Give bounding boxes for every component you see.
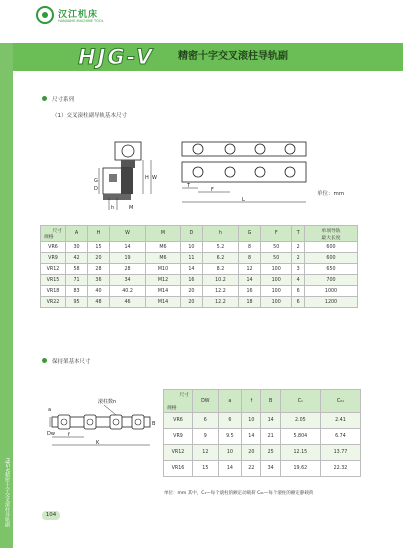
column-header: A: [66, 226, 88, 242]
table-cell: 22: [242, 461, 261, 477]
table-cell: 10: [180, 242, 202, 253]
table-row: [41, 297, 358, 308]
dim-label-G: G: [94, 178, 98, 184]
table-cell: 2: [292, 253, 305, 264]
dim-label-B: B: [152, 421, 156, 427]
corner-top-label: 尺寸: [52, 229, 62, 234]
table-cell: 12.15: [280, 445, 320, 461]
dim-label-W: W: [152, 175, 157, 181]
table-cell: 6.2: [202, 253, 238, 264]
table-cell: 700: [305, 275, 358, 286]
column-header: D: [180, 226, 202, 242]
dim-label-K: K: [96, 440, 100, 446]
table-corner-cell: [41, 226, 66, 242]
page-title: 精密十字交叉滚柱导轨副: [178, 51, 288, 62]
table-cell: 20: [180, 286, 202, 297]
column-header-max-length: [305, 226, 358, 242]
table-cell: 6: [193, 413, 219, 429]
series-code: HJG-V: [78, 45, 155, 69]
table-row: [164, 461, 361, 477]
table-cell: 1200: [305, 297, 358, 308]
table-cell: 21: [261, 429, 280, 445]
table-cell: 15: [193, 461, 219, 477]
table-cell: 50: [261, 242, 292, 253]
table-cell: 16: [180, 275, 202, 286]
table-cell: M14: [146, 297, 181, 308]
table-cell: 100: [261, 264, 292, 275]
table-cell: 650: [305, 264, 358, 275]
cage-diagram: [48, 395, 156, 450]
table-cell: VR18: [41, 286, 66, 297]
column-header: F: [261, 226, 292, 242]
table-cell: 12: [193, 445, 219, 461]
table-cell: 46: [109, 297, 145, 308]
dim-label-a: a: [48, 407, 52, 413]
corner-bottom-label: 规格: [44, 235, 54, 240]
column-header: H: [87, 226, 109, 242]
rail-cross-section-diagram: [93, 140, 158, 212]
table-cell: 12.2: [202, 286, 238, 297]
table-corner-cell: [164, 390, 193, 413]
table-cell: 8.2: [202, 264, 238, 275]
table-cell: VR15: [41, 275, 66, 286]
table-cell: 19.62: [280, 461, 320, 477]
table-cell: M6: [146, 253, 181, 264]
cage-dimensions-table: [163, 389, 361, 477]
table-cell: 10: [218, 445, 242, 461]
table-cell: 30: [66, 242, 88, 253]
table-cell: 6.74: [320, 429, 360, 445]
table-cell: 22.32: [320, 461, 360, 477]
table-cell: 600: [305, 253, 358, 264]
table-cell: VR6: [41, 242, 66, 253]
table-cell: 12: [239, 264, 261, 275]
table-cell: 40.2: [109, 286, 145, 297]
table-cell: 100: [261, 297, 292, 308]
table-cell: 2.05: [280, 413, 320, 429]
column-header: W: [109, 226, 145, 242]
table-cell: 100: [261, 286, 292, 297]
table-cell: 14: [242, 429, 261, 445]
table-cell: 14: [261, 413, 280, 429]
table-cell: 20: [87, 253, 109, 264]
table-cell: 36: [87, 275, 109, 286]
table-cell: 11: [180, 253, 202, 264]
table-cell: 9.5: [218, 429, 242, 445]
side-color-bar: [0, 43, 13, 548]
table-cell: 34: [109, 275, 145, 286]
table-cell: VR12: [41, 264, 66, 275]
brand-logo-icon: [36, 6, 54, 24]
table-cell: 14: [239, 275, 261, 286]
table-cell: 12.2: [202, 297, 238, 308]
table-cell: M6: [146, 242, 181, 253]
table-cell: 48: [87, 297, 109, 308]
side-series-label: HJG-V精密十字交叉滚柱导轨副: [4, 458, 10, 528]
table-cell: 9: [193, 429, 219, 445]
table-cell: M10: [146, 264, 181, 275]
dim-label-h: h: [111, 205, 115, 211]
table-cell: 20: [242, 445, 261, 461]
table-cell: VR16: [164, 461, 193, 477]
table-cell: 10: [242, 413, 261, 429]
section-title-dimensions: 尺寸系列: [52, 97, 75, 103]
table-cell: 13.77: [320, 445, 360, 461]
table-cell: 600: [305, 242, 358, 253]
table-row: [41, 275, 358, 286]
table-cell: 71: [66, 275, 88, 286]
column-header: M: [146, 226, 181, 242]
bullet-icon: [42, 358, 47, 363]
table-cell: M12: [146, 275, 181, 286]
table-cell: VR9: [41, 253, 66, 264]
table-cell: 16: [239, 286, 261, 297]
table-cell: 20: [180, 297, 202, 308]
table-cell: 5.2: [202, 242, 238, 253]
table-cell: 28: [87, 264, 109, 275]
corner-bottom-label: 规格: [167, 406, 177, 411]
table-cell: 4: [292, 275, 305, 286]
table-cell: 5.804: [280, 429, 320, 445]
dim-label-D: D: [94, 186, 98, 192]
section-subtitle-rails: （1）交叉滚柱副导轨基本尺寸: [52, 113, 128, 119]
table-cell: 6: [292, 286, 305, 297]
footnote: 单位：mm 其中，C₁—每个滚柱的额定动载荷 C₀₁—每个滚柱的额定静载荷: [164, 491, 314, 496]
column-header: DW: [193, 390, 219, 413]
table-cell: 50: [261, 253, 292, 264]
table-cell: M14: [146, 286, 181, 297]
column-header: a: [218, 390, 242, 413]
table-row: [41, 264, 358, 275]
column-header: h: [202, 226, 238, 242]
table-row: [164, 413, 361, 429]
table-cell: 14: [109, 242, 145, 253]
roller-count-label: 滚柱数n: [98, 399, 117, 405]
table-cell: 3: [292, 264, 305, 275]
table-cell: 14: [218, 461, 242, 477]
table-cell: 6: [218, 413, 242, 429]
table-header-row: [164, 390, 361, 413]
table-cell: 15: [87, 242, 109, 253]
table-cell: 2: [292, 242, 305, 253]
page-number: 104: [42, 511, 60, 520]
section-title-cage: 保持架基本尺寸: [52, 359, 91, 365]
table-cell: 42: [66, 253, 88, 264]
column-header: C₁: [280, 390, 320, 413]
table-row: [164, 445, 361, 461]
dim-label-H: H: [145, 175, 149, 181]
table-cell: 18: [239, 297, 261, 308]
table-cell: 34: [261, 461, 280, 477]
dim-label-T: T: [187, 183, 191, 189]
brand-name: 汉江机床: [58, 10, 99, 20]
table-cell: VR9: [164, 429, 193, 445]
header-line: 最大长度: [321, 235, 341, 241]
corner-top-label: 尺寸: [179, 393, 189, 398]
table-row: [41, 286, 358, 297]
column-header: T: [292, 226, 305, 242]
brand-subtitle: HANJIANG MACHINE TOOL: [58, 19, 104, 23]
unit-label: 单位：mm: [317, 191, 345, 197]
bullet-icon: [42, 96, 47, 101]
dim-label-f: f: [68, 432, 70, 438]
table-cell: VR6: [164, 413, 193, 429]
dim-label-L: L: [242, 197, 245, 203]
dim-label-M: M: [129, 205, 134, 211]
table-cell: 8: [239, 253, 261, 264]
header-line: 单项导轨: [321, 228, 341, 234]
table-row: [41, 253, 358, 264]
table-row: [164, 429, 361, 445]
table-cell: 2.41: [320, 413, 360, 429]
dim-label-DW: Dw: [47, 431, 55, 437]
table-cell: VR12: [164, 445, 193, 461]
table-cell: 40: [87, 286, 109, 297]
table-cell: 95: [66, 297, 88, 308]
table-cell: 25: [261, 445, 280, 461]
column-header: f: [242, 390, 261, 413]
table-cell: 28: [109, 264, 145, 275]
column-header: G: [239, 226, 261, 242]
table-cell: 58: [66, 264, 88, 275]
dim-label-F: F: [211, 187, 214, 193]
table-cell: 10.2: [202, 275, 238, 286]
rail-side-view-diagram: [178, 140, 313, 212]
rail-dimensions-table: [40, 225, 358, 308]
table-cell: 6: [292, 297, 305, 308]
table-cell: 83: [66, 286, 88, 297]
table-header-row: [41, 226, 358, 242]
table-cell: 100: [261, 275, 292, 286]
table-row: [41, 242, 358, 253]
table-cell: 1000: [305, 286, 358, 297]
table-cell: 8: [239, 242, 261, 253]
column-header: B: [261, 390, 280, 413]
table-cell: 19: [109, 253, 145, 264]
column-header: C₀₁: [320, 390, 360, 413]
table-cell: VR22: [41, 297, 66, 308]
table-cell: 14: [180, 264, 202, 275]
